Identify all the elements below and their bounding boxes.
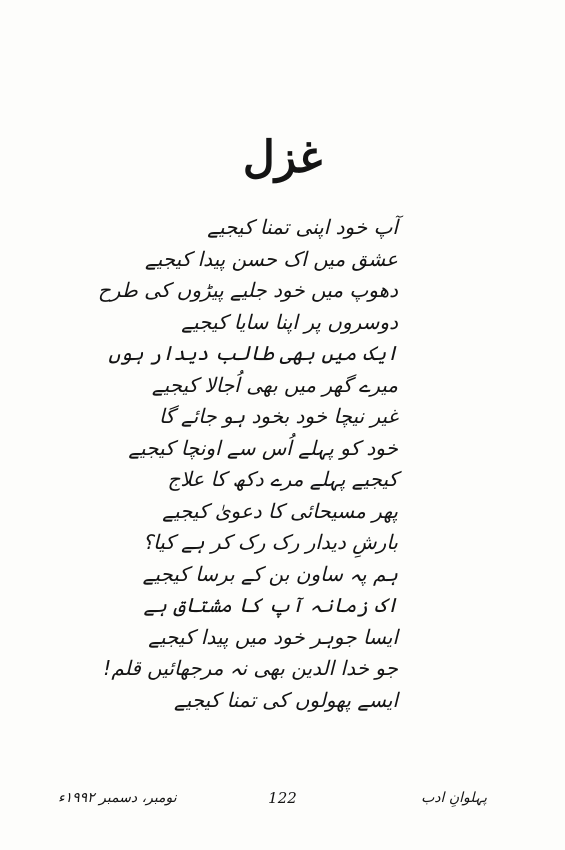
- verse-line: کیجیے پہلے مرے دکھ کا علاج: [167, 467, 398, 491]
- poem-body: [97, 212, 398, 716]
- verse-line: میرے گھر میں بھی اُجالا کیجیے: [151, 372, 398, 397]
- page-number: 122: [268, 789, 297, 807]
- verse-line: اک زمانہ آپ کا مشتاق ہے: [143, 593, 398, 617]
- footer-issue-date: نومبر، دسمبر ۱۹۹۲ء: [58, 790, 177, 806]
- ghazal-title: غزل: [242, 132, 323, 183]
- verse-line: ہم پہ ساون بن کے برسا کیجیے: [142, 561, 398, 586]
- verse-line: دھوپ میں خود جلیے پیڑوں کی طرح: [97, 278, 398, 302]
- verse-line: عشق میں اک حسن پیدا کیجیے: [145, 246, 398, 271]
- verse-line: ایک میں بھی طالب دیدار ہوں: [108, 341, 398, 365]
- footer-publication-name: پہلوانِ ادب: [421, 790, 487, 806]
- verse-line: بارشِ دیدار رک رک کر ہے کیا؟: [142, 530, 398, 554]
- verse-line: آپ خود اپنی تمنا کیجیے: [207, 215, 398, 239]
- verse-line: غیر نیچا خود بخود ہو جائے گا: [158, 404, 398, 428]
- verse-line: دوسروں پر اپنا سایا کیجیے: [181, 309, 398, 334]
- verse-line: ایسا جوہر خود میں پیدا کیجیے: [148, 624, 398, 649]
- verse-line: جو خدا الدین بھی نہ مرجھائیں قلم!: [103, 656, 398, 680]
- verse-line: خود کو پہلے اُس سے اونچا کیجیے: [128, 435, 398, 460]
- verse-line: پھر مسیحائی کا دعویٰ کیجیے: [162, 498, 398, 523]
- verse-line: ایسے پھولوں کی تمنا کیجیے: [173, 687, 398, 712]
